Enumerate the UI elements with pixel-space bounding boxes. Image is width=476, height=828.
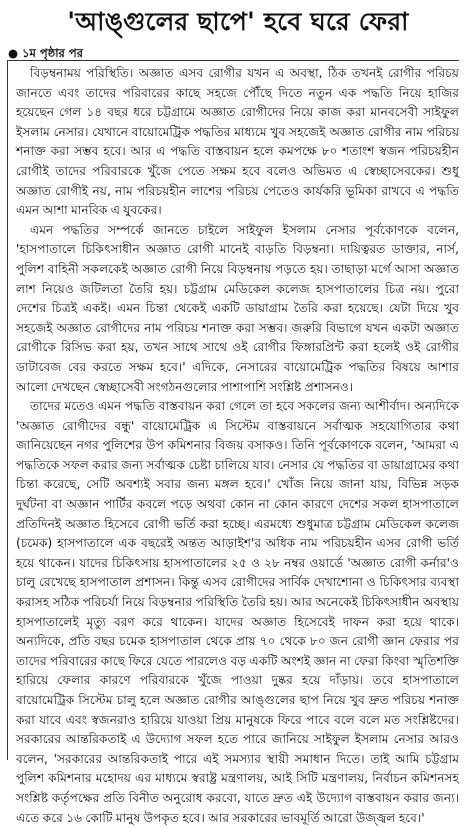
headline: 'আঙ্গুলের ছাপে' হবে ঘরে ফেরা	[67, 7, 409, 36]
paragraph-1: বিড়ম্বনাময় পরিস্থিতি। অজ্ঞাত এসব রোগীর যখন এ অবস্থা, ঠিক তখনই রোগীর পরিচয় জানতে এবং তাদের পরিবারের কাছে সহজে পৌঁছে দিতে নতুন এক পদ্ধতি নিয়ে হাজির হয়েছেন গেল ১৪ বছর ধরে চট্টগ্রামে অজ্ঞাত রোগীদের নিয়ে কাজ করা মানবসেবী সাইফুল ইসলাম নেসার। যেখানে বায়োমেট্রিক পদ্ধতির মাধ্যমে খুব সহজেই অজ্ঞাত রোগীর নাম পরিচয় শনাক্ত করা সম্ভব হবে। আর এ পদ্ধতি বাস্তবায়ন হলে কমপক্ষে ৮০ শতাংশ স্বজন পরিচয়হীন রোগীই তাদের পরিবারকে খুঁজে পেতে সক্ষম হবে বলেও অভিমত এ স্বেচ্ছাসেবকের। শুধু অজ্ঞাত রোগীই নয়, নাম পরিচয়হীন লাশের পরিচয় পেতেও কার্যকরি ভূমিকা রাখবে এ পদ্ধতি এমন আশা মানবিক এ যুবকের।	[16, 66, 459, 218]
bullet-icon: ●	[8, 46, 19, 60]
continued-text: ১ম পৃষ্ঠার পর	[22, 46, 83, 60]
paragraph-3: তাদের মতেও এমন পদ্ধতি বাস্তবায়ন করা গেলে তা হবে সকলের জন্য আশীর্বাদ। অন্যদিকে 'অজ্ঞাত রোগীদের বন্ধু' বায়োমেট্রিক এ সিস্টেম বাস্তবায়নে সর্বাত্মক সহযোগিতার কথা জানিয়েছেন নগর পুলিশের উপ কমিশনার বিজয় বসাকও। তিনি পূর্বকোণকে বলেন, 'আমরা এ পদ্ধতিকে সফল করার জন্য সর্বাত্মক চেষ্টা চালিয়ে যাব। নেসার যে পদ্ধতির বা ডায়াগ্রামের কথা চিন্তা করেছে, সেটি অবশ্যই সবার জন্য মঙ্গল হবে।' খোঁজ নিয়ে জানা যায়, বিভিন্ন সড়ক দুর্ঘটনা বা অজ্ঞান পার্টির কবলে পড়ে অথবা কোন না কোন কারণে দেশের সকল হাসপাতালে প্রতিদিনই অজ্ঞাত হিসেবে রোগী ভর্তি করা হচ্ছে। এরমধ্যে শুধুমাত্র চট্টগ্রাম মেডিকেল কলেজ (চমেক) হাসপাতালে এক বছরেই অন্তত আড়াইশ'র অধিক নাম পরিচয়হীন এসব রোগী ভর্তি হয়ে থাকেন। যাদের চিকিৎসায় হাসপাতালের ২৫ ও ২৮ নম্বর ওয়ার্ডে 'অজ্ঞাত রোগী কর্নার'ও চালু রেখেছে হাসপাতাল প্রশাসন। কিন্তু এসব রোগীদের সার্বিক দেখাশোনা ও চিকিৎসার ব্যবস্থা করাসহ সঠিক পরিচর্যা নিয়ে বিড়ম্বনার পরিস্থিতি তৈরি হয়। আর অনেকেই চিকিৎসাধীন অবস্থায় হাসপাতালেই মৃত্যু বরণ করে থাকেন। যাদের অজ্ঞাত হিসেবেই দাফন করা হয়ে থাকে। অন্যদিকে, প্রতি বছর চমেক হাসপাতাল থেকে প্রায় ৭০ থেকে ৮০ জন রোগী জ্ঞান ফেরার পর তাদের পরিবারের কাছে ফিরে যেতে পারলেও বড় একটি অংশই জ্ঞান না ফেরা কিংবা স্মৃতিশক্তি হারিয়ে ফেলার কারণে পরিবারকে খুঁজে পাওয়া দুষ্কর হয়ে দাঁড়ায়। তবে হাসপাতালে বায়োমেট্রিক সিস্টেম চালু হলে অজ্ঞাত রোগীর আঙ্গুলের ছাপ নিয়ে খুব দ্রুত পরিচয় শনাক্ত করা যাবে এবং স্বজনরাও হারিয়ে যাওয়া প্রিয় মানুষকে ফিরে পাবে বলে বলে মত সংশ্লিষ্টদের।সরকারের আন্তরিকতাই এ উদ্যোগ সফল হতে পারে জানিয়ে সাইফুল ইসলাম নেসার আরও বলেন, 'সরকারের আন্তরিকতাই পারে এই সমস্যার স্থায়ী সমাধান দিতে। তাই আমি চট্টগ্রাম পুলিশ কমিশনার মহোদয় এর মাধ্যমে স্বরাষ্ট্র মন্ত্রণালয়, আই সিটি মন্ত্রণালয়, নির্বাচন কমিশনসহ সংশ্লিষ্ট কর্তৃপক্ষের প্রতি বিনীত অনুরোধ করবো, যাতে দ্রুত এই উদ্যোগ বাস্তবায়ন করার জন্য। এতে করে ১৬ কোটি মানুষ উপকৃত হবে। আর সরকারের ভাবমূর্তি আরো উজ্জ্বল হবে।'	[16, 399, 459, 825]
paragraph-2: এমন পদ্ধতির সম্পর্কে জানতে চাইলে সাইফুল ইসলাম নেসার পূর্বকোণকে বলেন, 'হাসপাতালে চিকিৎসাধীন অজ্ঞাত রোগী মানেই বাড়তি বিড়ম্বনা। দায়িত্বরত ডাক্তার, নার্স, পুলিশ বাহিনী সকলকেই অজ্ঞাত রোগী নিয়ে বিড়ম্বনায় পড়তে হয়। তাছাড়া মর্গে আসা অজ্ঞাত লাশ নিয়েও জটিলতা তৈরি হয়। চট্টগ্রাম মেডিকেল কলেজ হাসপাতালের চিত্র নয়। পুরো দেশের চিত্রই একই। এমন চিন্তা থেকেই একটি ডায়াগ্রাম তৈরি করা হয়েছে। যেটা দিয়ে খুব সহজেই অজ্ঞাত রোগীদের নাম পরিচয় শনাক্ত করা সম্ভব। জরুরি বিভাগে যখন একটা অজ্ঞাত রোগীকে রিসিভ করা হয়, তখন সাথে সাথে ওই রোগীর ফিঙ্গারপ্রিন্ট করা হলেই ওই রোগীর ডাটাবেজ বের করতে সক্ষম হবে।' এদিকে, নেসারের বায়োমেট্রিক পদ্ধতির বিষয়ে আশার আলো দেখছেন স্বেচ্ছাসেবী সংগঠনগুলোর পাশাপাশি সংশ্লিষ্ট প্রশাসনও।	[16, 222, 459, 394]
article-body	[7, 60, 459, 825]
continued-from-label	[8, 46, 83, 60]
